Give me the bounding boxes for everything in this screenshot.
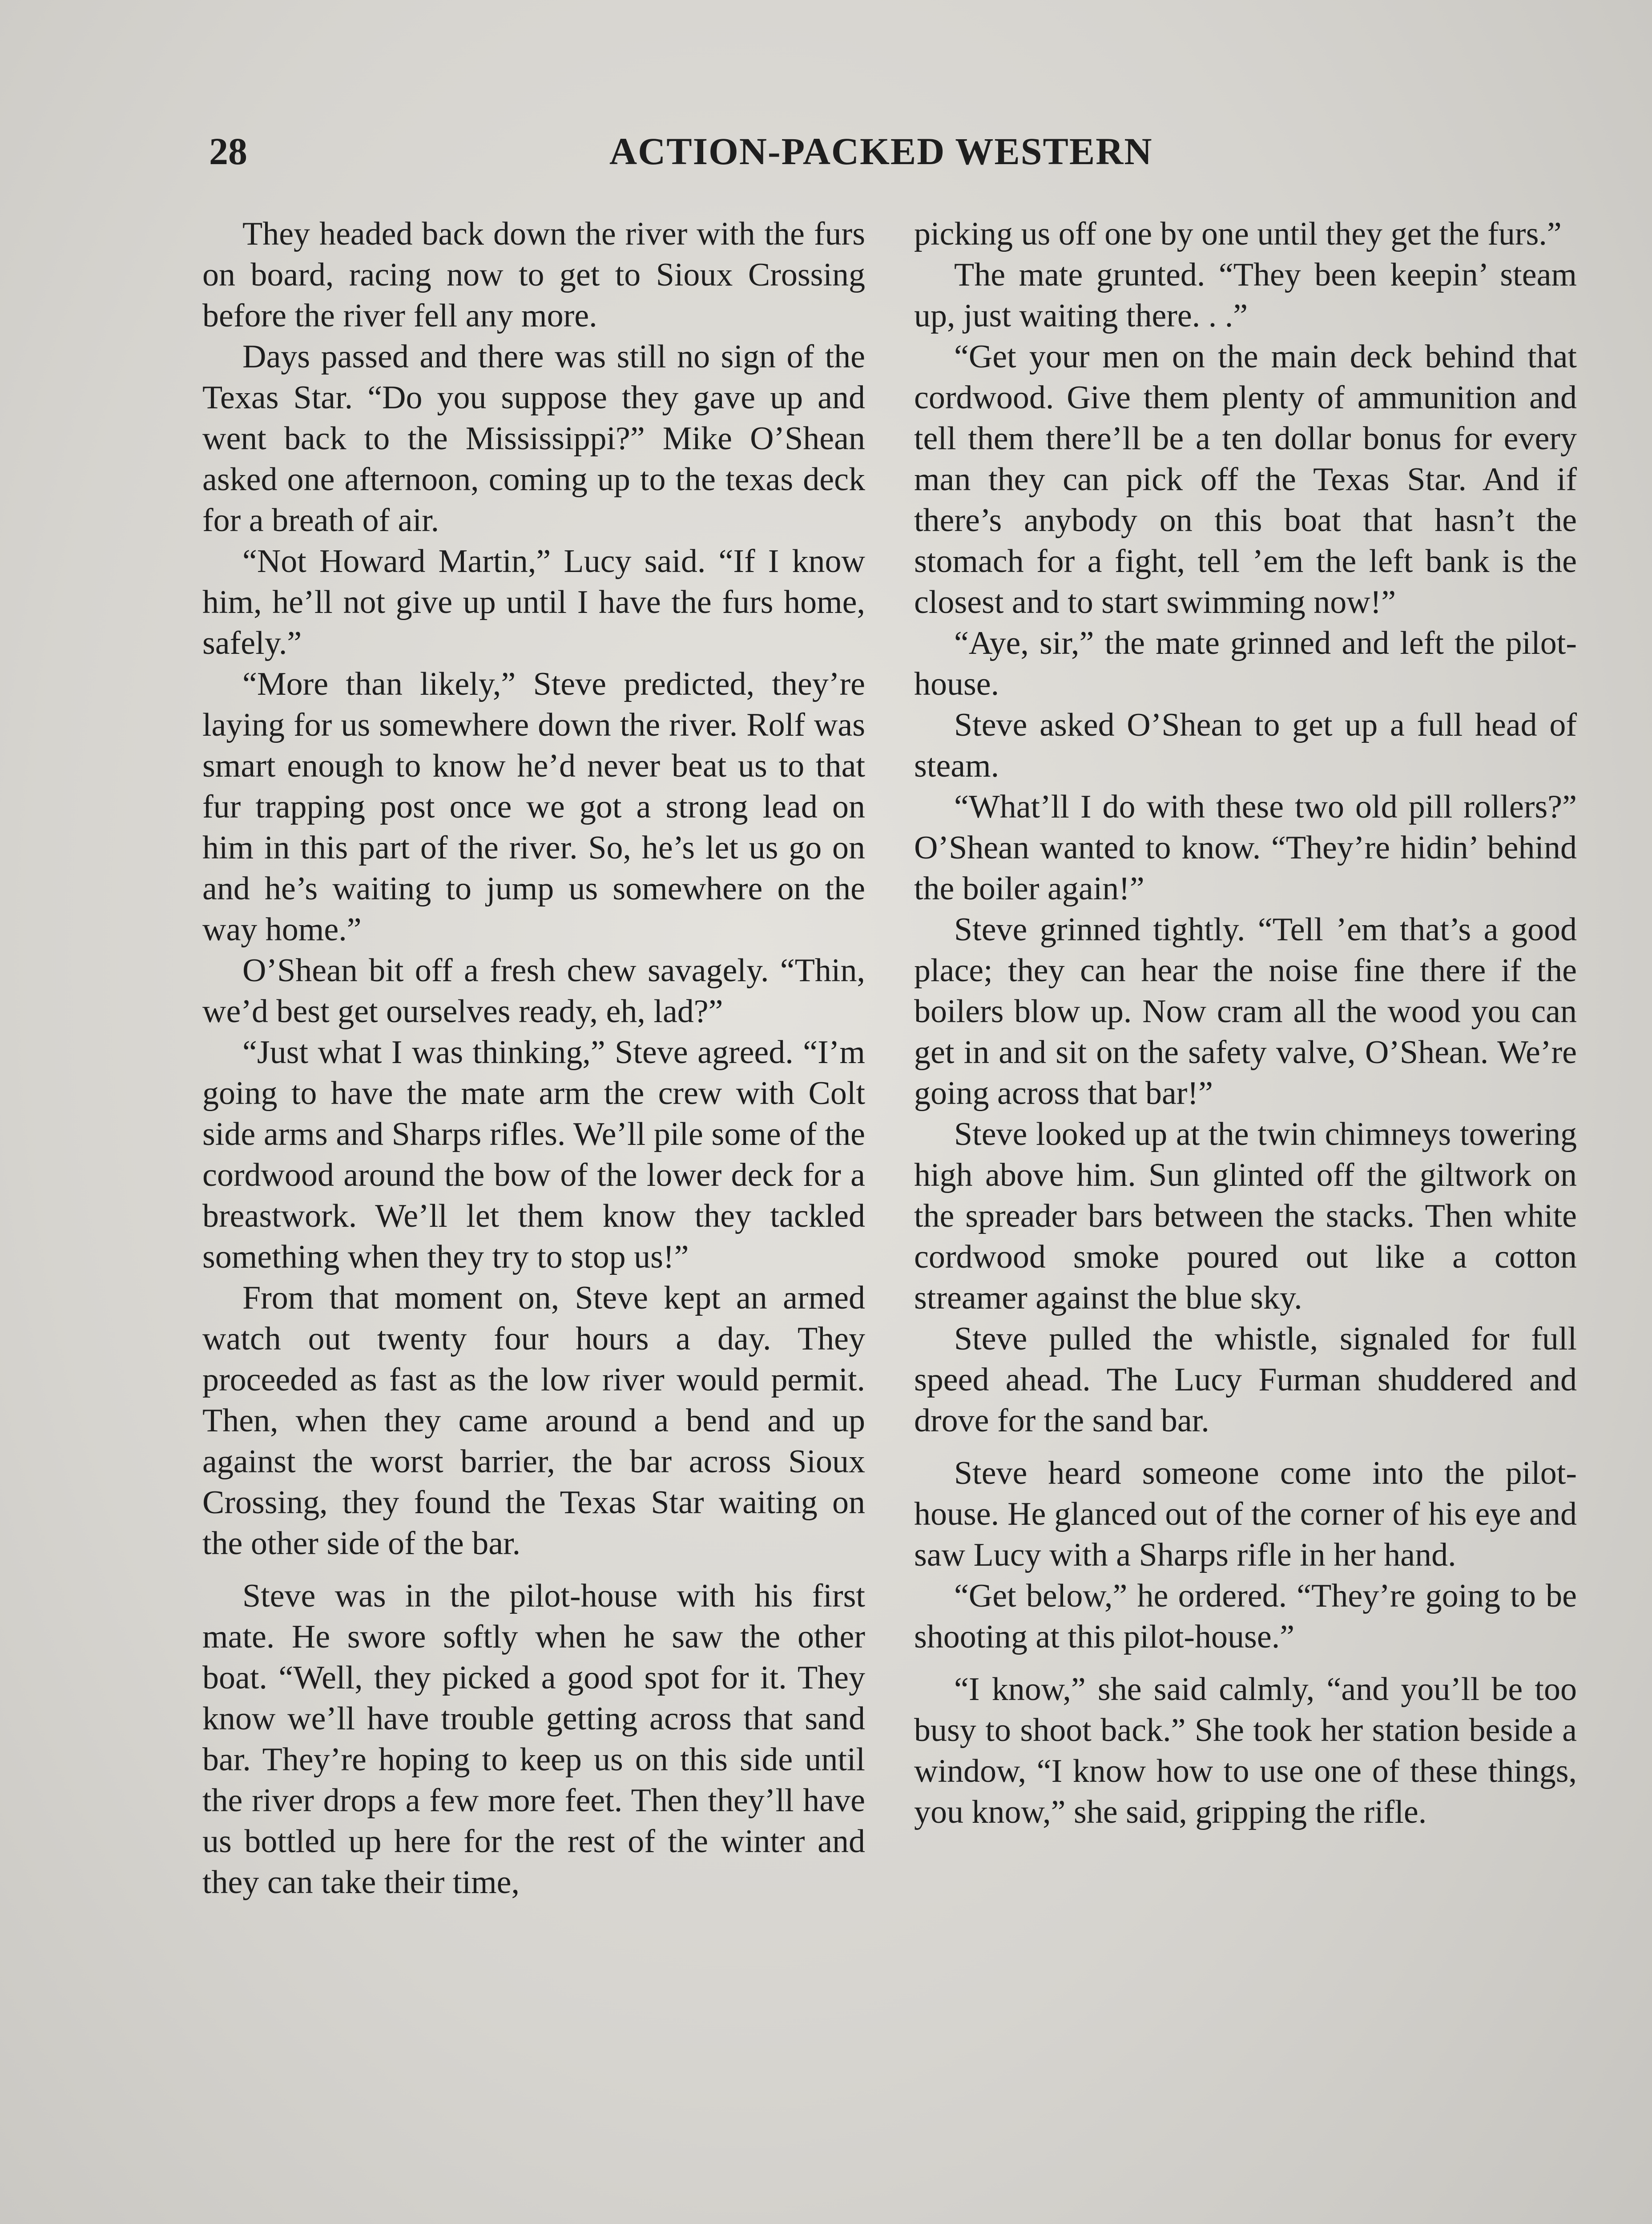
paragraph: The mate grunted. “They been keepin’ steam up, just waiting there. . .” xyxy=(914,257,1577,334)
paragraph: “More than likely,” Steve predicted, they’re laying for us somewhere down the river. Rolf was smart enough to know he’d never beat us to that fur trapping post once we got a strong lead on him in this part of the river. So, he’s let us go on and he’s waiting to jump us somewhere on the way home.” xyxy=(202,666,865,948)
paragraph: Steve pulled the whistle, signaled for full speed ahead. The Lucy Furman shuddered and drove for the sand bar. xyxy=(914,1321,1577,1439)
paragraph: “Get your men on the main deck behind that cordwood. Give them plenty of ammunition and tell them there’ll be a ten dollar bonus for every man they can pick off the Texas Star. And if there’s anybody on this boat that hasn’t the stomach for a fight, tell ’em the left bank is the closest and to start swimming now!” xyxy=(914,338,1577,620)
page-number: 28 xyxy=(209,130,247,173)
paragraph: “Not Howard Martin,” Lucy said. “If I know him, he’ll not give up until I have the furs home, safely.” xyxy=(202,543,865,661)
left-column xyxy=(202,214,865,1903)
paragraph: “Get below,” he ordered. “They’re going to be shooting at this pilot-house.” xyxy=(914,1578,1577,1655)
paragraph: “Just what I was thinking,” Steve agreed. “I’m going to have the mate arm the crew with Colt side arms and Sharps rifles. We’ll pile some of the cordwood around the bow of the lower deck for a breastwork. We’ll let them know they tackled something when they try to stop us!” xyxy=(202,1034,865,1275)
paragraph: picking us off one by one until they get the furs.” xyxy=(914,216,1562,252)
paragraph: Steve looked up at the twin chimneys towering high above him. Sun glinted off the giltwork on the spreader bars between the stacks. Then white cordwood smoke poured out like a cotton streamer against the blue sky. xyxy=(914,1116,1577,1316)
paragraph: “Aye, sir,” the mate grinned and left the pilot-house. xyxy=(914,625,1577,702)
page-header xyxy=(209,125,1597,191)
paragraph: They headed back down the river with the furs on board, racing now to get to Sioux Crossing before the river fell any more. xyxy=(202,216,865,334)
paragraph: Steve asked O’Shean to get up a full head of steam. xyxy=(914,707,1577,784)
paragraph: From that moment on, Steve kept an armed watch out twenty four hours a day. They proceeded as fast as the low river would permit. Then, when they came around a bend and up against the worst barrier, the bar across Sioux Crossing, they found the Texas Star waiting on the other side of the bar. xyxy=(202,1280,865,1562)
running-title: ACTION-PACKED WESTERN xyxy=(609,130,1153,173)
paragraph: “I know,” she said calmly, “and you’ll be too busy to shoot back.” She took her station beside a window, “I know how to use one of these things, you know,” she said, gripping the rifle. xyxy=(914,1671,1577,1830)
paragraph: Steve grinned tightly. “Tell ’em that’s a good place; they can hear the noise fine there if the boilers blow up. Now cram all the wood you can get in and sit on the safety valve, O’Shean. We’re going across that bar!” xyxy=(914,911,1577,1112)
paragraph: O’Shean bit off a fresh chew savagely. “Thin, we’d best get ourselves ready, eh, lad?” xyxy=(202,952,865,1030)
paragraph: Steve heard someone come into the pilot-house. He glanced out of the corner of his eye and saw Lucy with a Sharps rifle in her hand. xyxy=(914,1455,1577,1573)
paragraph: Days passed and there was still no sign of the Texas Star. “Do you suppose they gave up and went back to the Mississippi?” Mike O’Shean asked one afternoon, coming up to the texas deck for a breath of air. xyxy=(202,338,865,539)
paragraph: Steve was in the pilot-house with his first mate. He swore softly when he saw the other boat. “Well, they picked a good spot for it. They know we’ll have trouble getting across that sand bar. They’re hoping to keep us on this side until the river drops a few more feet. Then they’ll have us bottled up here for the rest of the winter and they can take their time, xyxy=(202,1578,865,1901)
paragraph: “What’ll I do with these two old pill rollers?” O’Shean wanted to know. “They’re hidin’ behind the boiler again!” xyxy=(914,789,1577,907)
right-column xyxy=(914,214,1577,1833)
